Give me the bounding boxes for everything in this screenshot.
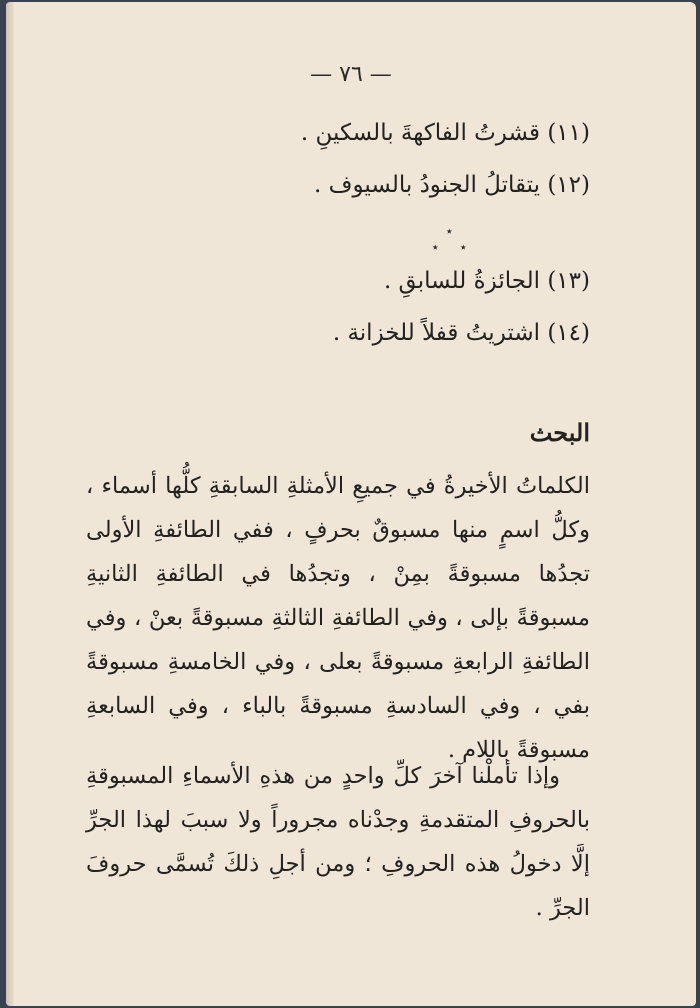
star-icon: ٭ (460, 240, 467, 254)
example-item (384, 268, 590, 294)
section-heading: البحث (529, 418, 590, 447)
star-icon: ٭ (432, 240, 439, 254)
body-paragraph: وإذا تأملْنا آخرَ كلِّ واحدٍ من هذهِ الأسماءِ المسبوقةِ بالحروفِ المتقدمةِ وجدْناه مجروراً ولا سببَ لهذا الجرِّ إلَّا دخولُ هذه الحروفِ ؛ ومن أجلِ ذلكَ تُسمَّى حروفَ الجرِّ . (86, 763, 590, 921)
book-page (6, 2, 696, 1006)
page-binding-edge (6, 2, 14, 1006)
example-text: الجائزةُ للسابقِ . (383, 268, 540, 294)
example-number: (١٣) (547, 268, 590, 294)
example-text: اشتريتُ قفلاً للخزانة . (332, 320, 540, 346)
example-number: (١٢) (547, 172, 590, 198)
star-icon: ٭ (446, 224, 453, 238)
page-number: — ٧٦ — (310, 62, 392, 87)
example-text: يتقاتلُ الجنودُ بالسيوف . (314, 172, 540, 198)
example-number: (١٤) (547, 320, 590, 346)
example-item (314, 172, 590, 198)
example-number: (١١) (547, 120, 590, 146)
body-paragraph: الكلماتُ الأخيرةُ في جميعِ الأمثلةِ السابقةِ كلُّها أسماء ، وكلُّ اسمٍ منها مسبوقٌ بحرفٍ ، ففي الطائفةِ الأولى تجدُها مسبوقةً بمِنْ ، وتجدُها في الطائفةِ الثانيةِ مسبوقةً بإلى ، وفي الطائفةِ الثالثةِ مسبوقةً بعنْ ، وفي الطائفةِ الرابعةِ مسبوقةً بعلى ، وفي الخامسةِ مسبوقةً بفي ، وفي السادسةِ مسبوقةً بالباء ، وفي السابعةِ مسبوقةً باللام . (86, 473, 590, 763)
example-item (301, 120, 590, 146)
section-separator-stars (426, 224, 476, 254)
example-item (333, 320, 590, 346)
example-text: قشرتُ الفاكهةَ بالسكينِ . (300, 120, 540, 146)
